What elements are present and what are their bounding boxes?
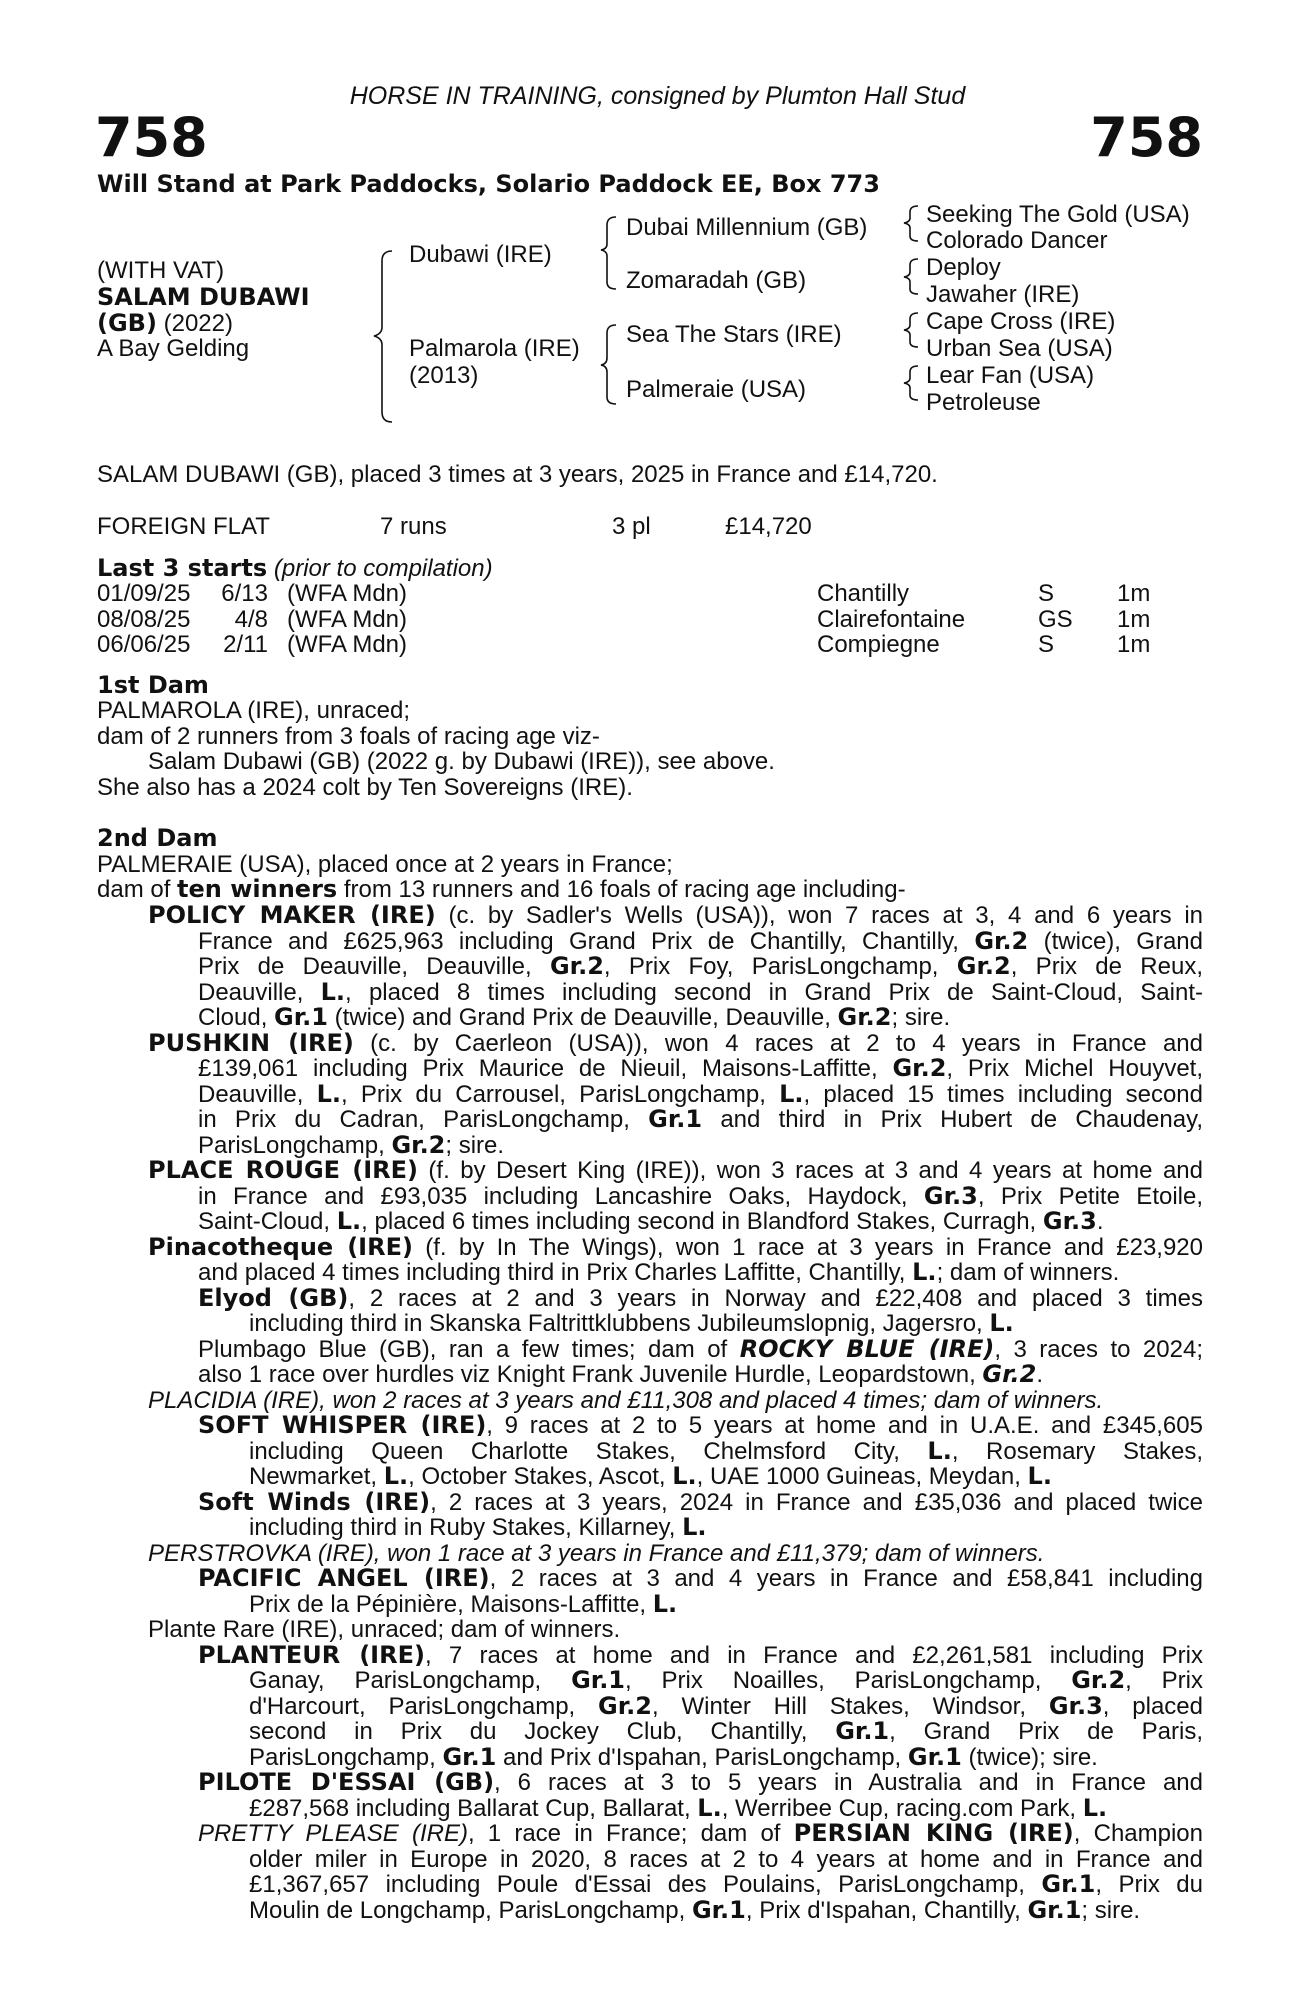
last-start-dist: 1m bbox=[1117, 631, 1151, 658]
elyod-line: including third in Skanska Faltrittklubbens Jubileumslopnig, Jagersro, L. bbox=[249, 1309, 1014, 1337]
place-rouge-line: in France and £93,035 including Lancashire Oaks, Haydock, Gr.3, Prix Petite Etoile, bbox=[198, 1181, 1204, 1210]
dam-sire: Sea The Stars (IRE) bbox=[626, 321, 842, 348]
first-dam-heading: 1st Dam bbox=[97, 671, 209, 699]
last-start-date: 08/08/25 bbox=[97, 605, 191, 633]
record-earnings: £14,720 bbox=[725, 513, 812, 540]
pretty-please-line: older miler in Europe in 2020, 8 races at 2 to 4 years at home and in France and bbox=[249, 1845, 1203, 1873]
pushkin-line: PUSHKIN (IRE) (c. by Caerleon (USA)), won 4 races at 2 to 4 years in France and bbox=[148, 1028, 1203, 1057]
policy-maker-line: Prix de Deauville, Deauville, Gr.2, Prix Foy, ParisLongchamp, Gr.2, Prix de Reux, bbox=[198, 952, 1203, 980]
policy-maker-line: Cloud, Gr.1 (twice) and Grand Prix de Deauville, Deauville, Gr.2; sire. bbox=[198, 1003, 951, 1031]
stand-location: Will Stand at Park Paddocks, Solario Paddock EE, Box 773 bbox=[97, 170, 880, 198]
sire-brace bbox=[601, 217, 616, 289]
place-rouge-line: PLACE ROUGE (IRE) (f. by Desert King (IRE)), won 3 races at 3 and 4 years at home and bbox=[148, 1156, 1203, 1184]
planteur-line: second in Prix du Jockey Club, Chantilly, Gr.1, Grand Prix de Paris, bbox=[249, 1717, 1204, 1745]
pacific-angel-line: PACIFIC ANGEL (IRE), 2 races at 3 and 4 years in France and £58,841 including bbox=[198, 1564, 1203, 1592]
last-start-going: S bbox=[1038, 631, 1055, 658]
gp-brace-3 bbox=[904, 313, 918, 347]
pilote-dessai-line: PILOTE D'ESSAI (GB), 6 races at 3 to 5 years in Australia and in France and bbox=[198, 1768, 1203, 1796]
place-rouge-line: Saint-Cloud, L., placed 6 times including second in Blandford Stakes, Curragh, Gr.3. bbox=[198, 1207, 1104, 1235]
gp-sdd: Jawaher (IRE) bbox=[926, 281, 1080, 308]
policy-maker-line: France and £625,963 including Grand Prix de Chantilly, Chantilly, Gr.2 (twice), Grand bbox=[198, 926, 1204, 955]
last-start-race: (WFA Mdn) bbox=[287, 605, 408, 633]
planteur-line: Ganay, ParisLongchamp, Gr.1, Prix Noailles, ParisLongchamp, Gr.2, Prix bbox=[249, 1666, 1204, 1694]
last-start-course: Clairefontaine bbox=[817, 605, 966, 633]
gp-ssd: Colorado Dancer bbox=[926, 227, 1108, 254]
record-runs: 7 runs bbox=[380, 513, 447, 540]
last-start-pos: 2/11 bbox=[223, 631, 268, 658]
pushkin-line: £139,061 including Prix Maurice de Nieuil, Maisons-Laffitte, Gr.2, Prix Michel Houyvet, bbox=[198, 1054, 1203, 1082]
gp-sds: Deploy bbox=[926, 254, 1001, 281]
gp-brace-1 bbox=[904, 206, 918, 241]
planteur-line: d'Harcourt, ParisLongchamp, Gr.2, Winter Hill Stakes, Windsor, Gr.3, placed bbox=[249, 1691, 1203, 1720]
last-start-going: S bbox=[1038, 580, 1055, 607]
lot-number-left: 758 bbox=[95, 106, 208, 169]
last-start-dist: 1m bbox=[1117, 580, 1151, 607]
planteur-line: ParisLongchamp, Gr.1 and Prix d'Ispahan, ParisLongchamp, Gr.1 (twice); sire. bbox=[249, 1742, 1098, 1771]
policy-maker-line: POLICY MAKER (IRE) (c. by Sadler's Wells (USA)), won 7 races at 3, 4 and 6 years in bbox=[148, 901, 1204, 929]
pilote-dessai-line: £287,568 including Ballarat Cup, Ballarat, L., Werribee Cup, racing.com Park, L. bbox=[249, 1793, 1108, 1822]
horse-name: SALAM DUBAWI bbox=[97, 283, 310, 311]
first-dam-line-4: She also has a 2024 colt by Ten Sovereigns (IRE). bbox=[97, 774, 633, 801]
last-start-date: 06/06/25 bbox=[97, 631, 191, 658]
second-dam-line-1: PALMERAIE (USA), placed once at 2 years in France; bbox=[97, 851, 673, 878]
gp-dds: Lear Fan (USA) bbox=[926, 362, 1095, 389]
record-placed: 3 pl bbox=[612, 513, 651, 540]
header-caption: HORSE IN TRAINING, consigned by Plumton Hall Stud bbox=[349, 82, 966, 110]
pinacotheque-line: and placed 4 times including third in Prix Charles Laffitte, Chantilly, L.; dam of winners. bbox=[198, 1258, 1120, 1286]
gp-brace-4 bbox=[904, 366, 918, 400]
last-starts-heading: Last 3 starts (prior to compilation) bbox=[97, 554, 493, 582]
elyod-name: Elyod (GB) bbox=[198, 1283, 349, 1312]
last-start-course: Chantilly bbox=[817, 580, 910, 607]
first-dam-line-2: dam of 2 runners from 3 foals of racing age viz- bbox=[97, 723, 600, 750]
last-start-pos: 6/13 bbox=[221, 580, 268, 607]
pinacotheque-line: Pinacotheque (IRE) (f. by In The Wings), won 1 race at 3 years in France and £23,920 bbox=[148, 1232, 1203, 1261]
gp-sss: Seeking The Gold (USA) bbox=[926, 201, 1190, 228]
pushkin-line: Deauville, L., Prix du Carrousel, ParisLongchamp, L., placed 15 times including second bbox=[198, 1079, 1204, 1108]
lot-number-right: 758 bbox=[1090, 106, 1203, 169]
gp-dss: Cape Cross (IRE) bbox=[926, 308, 1116, 335]
pacific-angel-line: Prix de la Pépinière, Maisons-Laffitte, L. bbox=[249, 1589, 678, 1618]
first-dam-line-3: Salam Dubawi (GB) (2022 g. by Dubawi (IRE)), see above. bbox=[148, 748, 775, 775]
plumbago-line: also 1 race over hurdles viz Knight Frank Juvenile Hurdle, Leopardstown, Gr.2. bbox=[198, 1360, 1044, 1388]
horse-country: (GB) bbox=[97, 309, 157, 337]
record-label: FOREIGN FLAT bbox=[97, 513, 270, 540]
pretty-please-line: Moulin de Longchamp, ParisLongchamp, Gr.1, Prix d'Ispahan, Chantilly, Gr.1; sire. bbox=[249, 1895, 1141, 1924]
soft-whisper-name: SOFT WHISPER (IRE) bbox=[198, 1411, 487, 1439]
placidia-line: PLACIDIA (IRE), won 2 races at 3 years and £11,308 and placed 4 times; dam of winners. bbox=[148, 1386, 1104, 1414]
policy-maker-line: Deauville, L., placed 8 times including second in Grand Prix de Saint-Cloud, Saint- bbox=[198, 977, 1203, 1006]
pacific-angel-name: PACIFIC ANGEL (IRE) bbox=[198, 1564, 490, 1592]
sire: Dubawi (IRE) bbox=[409, 241, 552, 268]
policy-maker-name: POLICY MAKER (IRE) bbox=[148, 901, 436, 929]
gp-ddd: Petroleuse bbox=[926, 389, 1041, 416]
last-start-pos: 4/8 bbox=[234, 605, 268, 633]
horse-year: (2022) bbox=[163, 310, 233, 337]
planteur-line: PLANTEUR (IRE), 7 races at home and in France and £2,261,581 including Prix bbox=[198, 1640, 1204, 1669]
last-start-race: (WFA Mdn) bbox=[287, 631, 408, 658]
soft-winds-line: including third in Ruby Stakes, Killarney, L. bbox=[249, 1513, 707, 1541]
pinacotheque-name: Pinacotheque (IRE) bbox=[148, 1232, 413, 1261]
pretty-please-line: PRETTY PLEASE (IRE), 1 race in France; dam of PERSIAN KING (IRE), Champion bbox=[198, 1819, 1204, 1847]
pushkin-line: in Prix du Cadran, ParisLongchamp, Gr.1 and third in Prix Hubert de Chaudenay, bbox=[198, 1105, 1203, 1133]
pretty-please-line: £1,367,657 including Poule d'Essai des Poulains, ParisLongchamp, Gr.1, Prix du bbox=[249, 1870, 1203, 1898]
gp-dsd: Urban Sea (USA) bbox=[926, 335, 1113, 362]
perstrovka-line: PERSTROVKA (IRE), won 1 race at 3 years in France and £11,379; dam of winners. bbox=[148, 1539, 1045, 1567]
soft-whisper-line: SOFT WHISPER (IRE), 9 races at 2 to 5 years at home and in U.A.E. and £345,605 bbox=[198, 1411, 1203, 1439]
main-brace bbox=[374, 251, 392, 422]
last-start-going: GS bbox=[1038, 605, 1073, 633]
dam-dam: Palmeraie (USA) bbox=[626, 376, 807, 403]
dam: Palmarola (IRE) bbox=[409, 335, 580, 362]
last-start-dist: 1m bbox=[1117, 605, 1151, 633]
plumbago-line: Plumbago Blue (GB), ran a few times; dam of ROCKY BLUE (IRE), 3 races to 2024; bbox=[198, 1334, 1203, 1363]
planteur-name: PLANTEUR (IRE) bbox=[198, 1640, 425, 1669]
soft-whisper-line: Newmarket, L., October Stakes, Ascot, L., UAE 1000 Guineas, Meydan, L. bbox=[249, 1462, 1052, 1490]
pilote-dessai-name: PILOTE D'ESSAI (GB) bbox=[198, 1768, 495, 1796]
last-start-race: (WFA Mdn) bbox=[287, 580, 408, 607]
soft-winds-name: Soft Winds (IRE) bbox=[198, 1487, 431, 1516]
plante-rare-line: Plante Rare (IRE), unraced; dam of winners. bbox=[148, 1616, 621, 1643]
race-summary: SALAM DUBAWI (GB), placed 3 times at 3 years, 2025 in France and £14,720. bbox=[97, 461, 938, 488]
dam-year: (2013) bbox=[409, 362, 479, 389]
last-start-course: Compiegne bbox=[817, 631, 940, 658]
soft-whisper-line: including Queen Charlotte Stakes, Chelmsford City, L., Rosemary Stakes, bbox=[249, 1436, 1203, 1465]
dam-brace bbox=[601, 325, 616, 404]
second-dam-heading: 2nd Dam bbox=[97, 824, 218, 852]
sire-sire: Dubai Millennium (GB) bbox=[626, 214, 868, 241]
second-dam-line-2: dam of ten winners from 13 runners and 16 foals of racing age including- bbox=[97, 875, 906, 903]
pushkin-line: ParisLongchamp, Gr.2; sire. bbox=[198, 1130, 505, 1159]
place-rouge-name: PLACE ROUGE (IRE) bbox=[148, 1156, 418, 1184]
elyod-line: Elyod (GB), 2 races at 2 and 3 years in Norway and £22,408 and placed 3 times bbox=[198, 1283, 1204, 1312]
sire-dam: Zomaradah (GB) bbox=[626, 267, 807, 294]
pushkin-name: PUSHKIN (IRE) bbox=[148, 1028, 354, 1057]
last-start-date: 01/09/25 bbox=[97, 580, 191, 607]
gp-brace-2 bbox=[904, 259, 918, 294]
first-dam-line-1: PALMAROLA (IRE), unraced; bbox=[97, 697, 411, 724]
vat-note: (WITH VAT) bbox=[97, 257, 225, 284]
horse-description: A Bay Gelding bbox=[97, 335, 250, 362]
soft-winds-line: Soft Winds (IRE), 2 races at 3 years, 2024 in France and £35,036 and placed twice bbox=[198, 1487, 1203, 1516]
